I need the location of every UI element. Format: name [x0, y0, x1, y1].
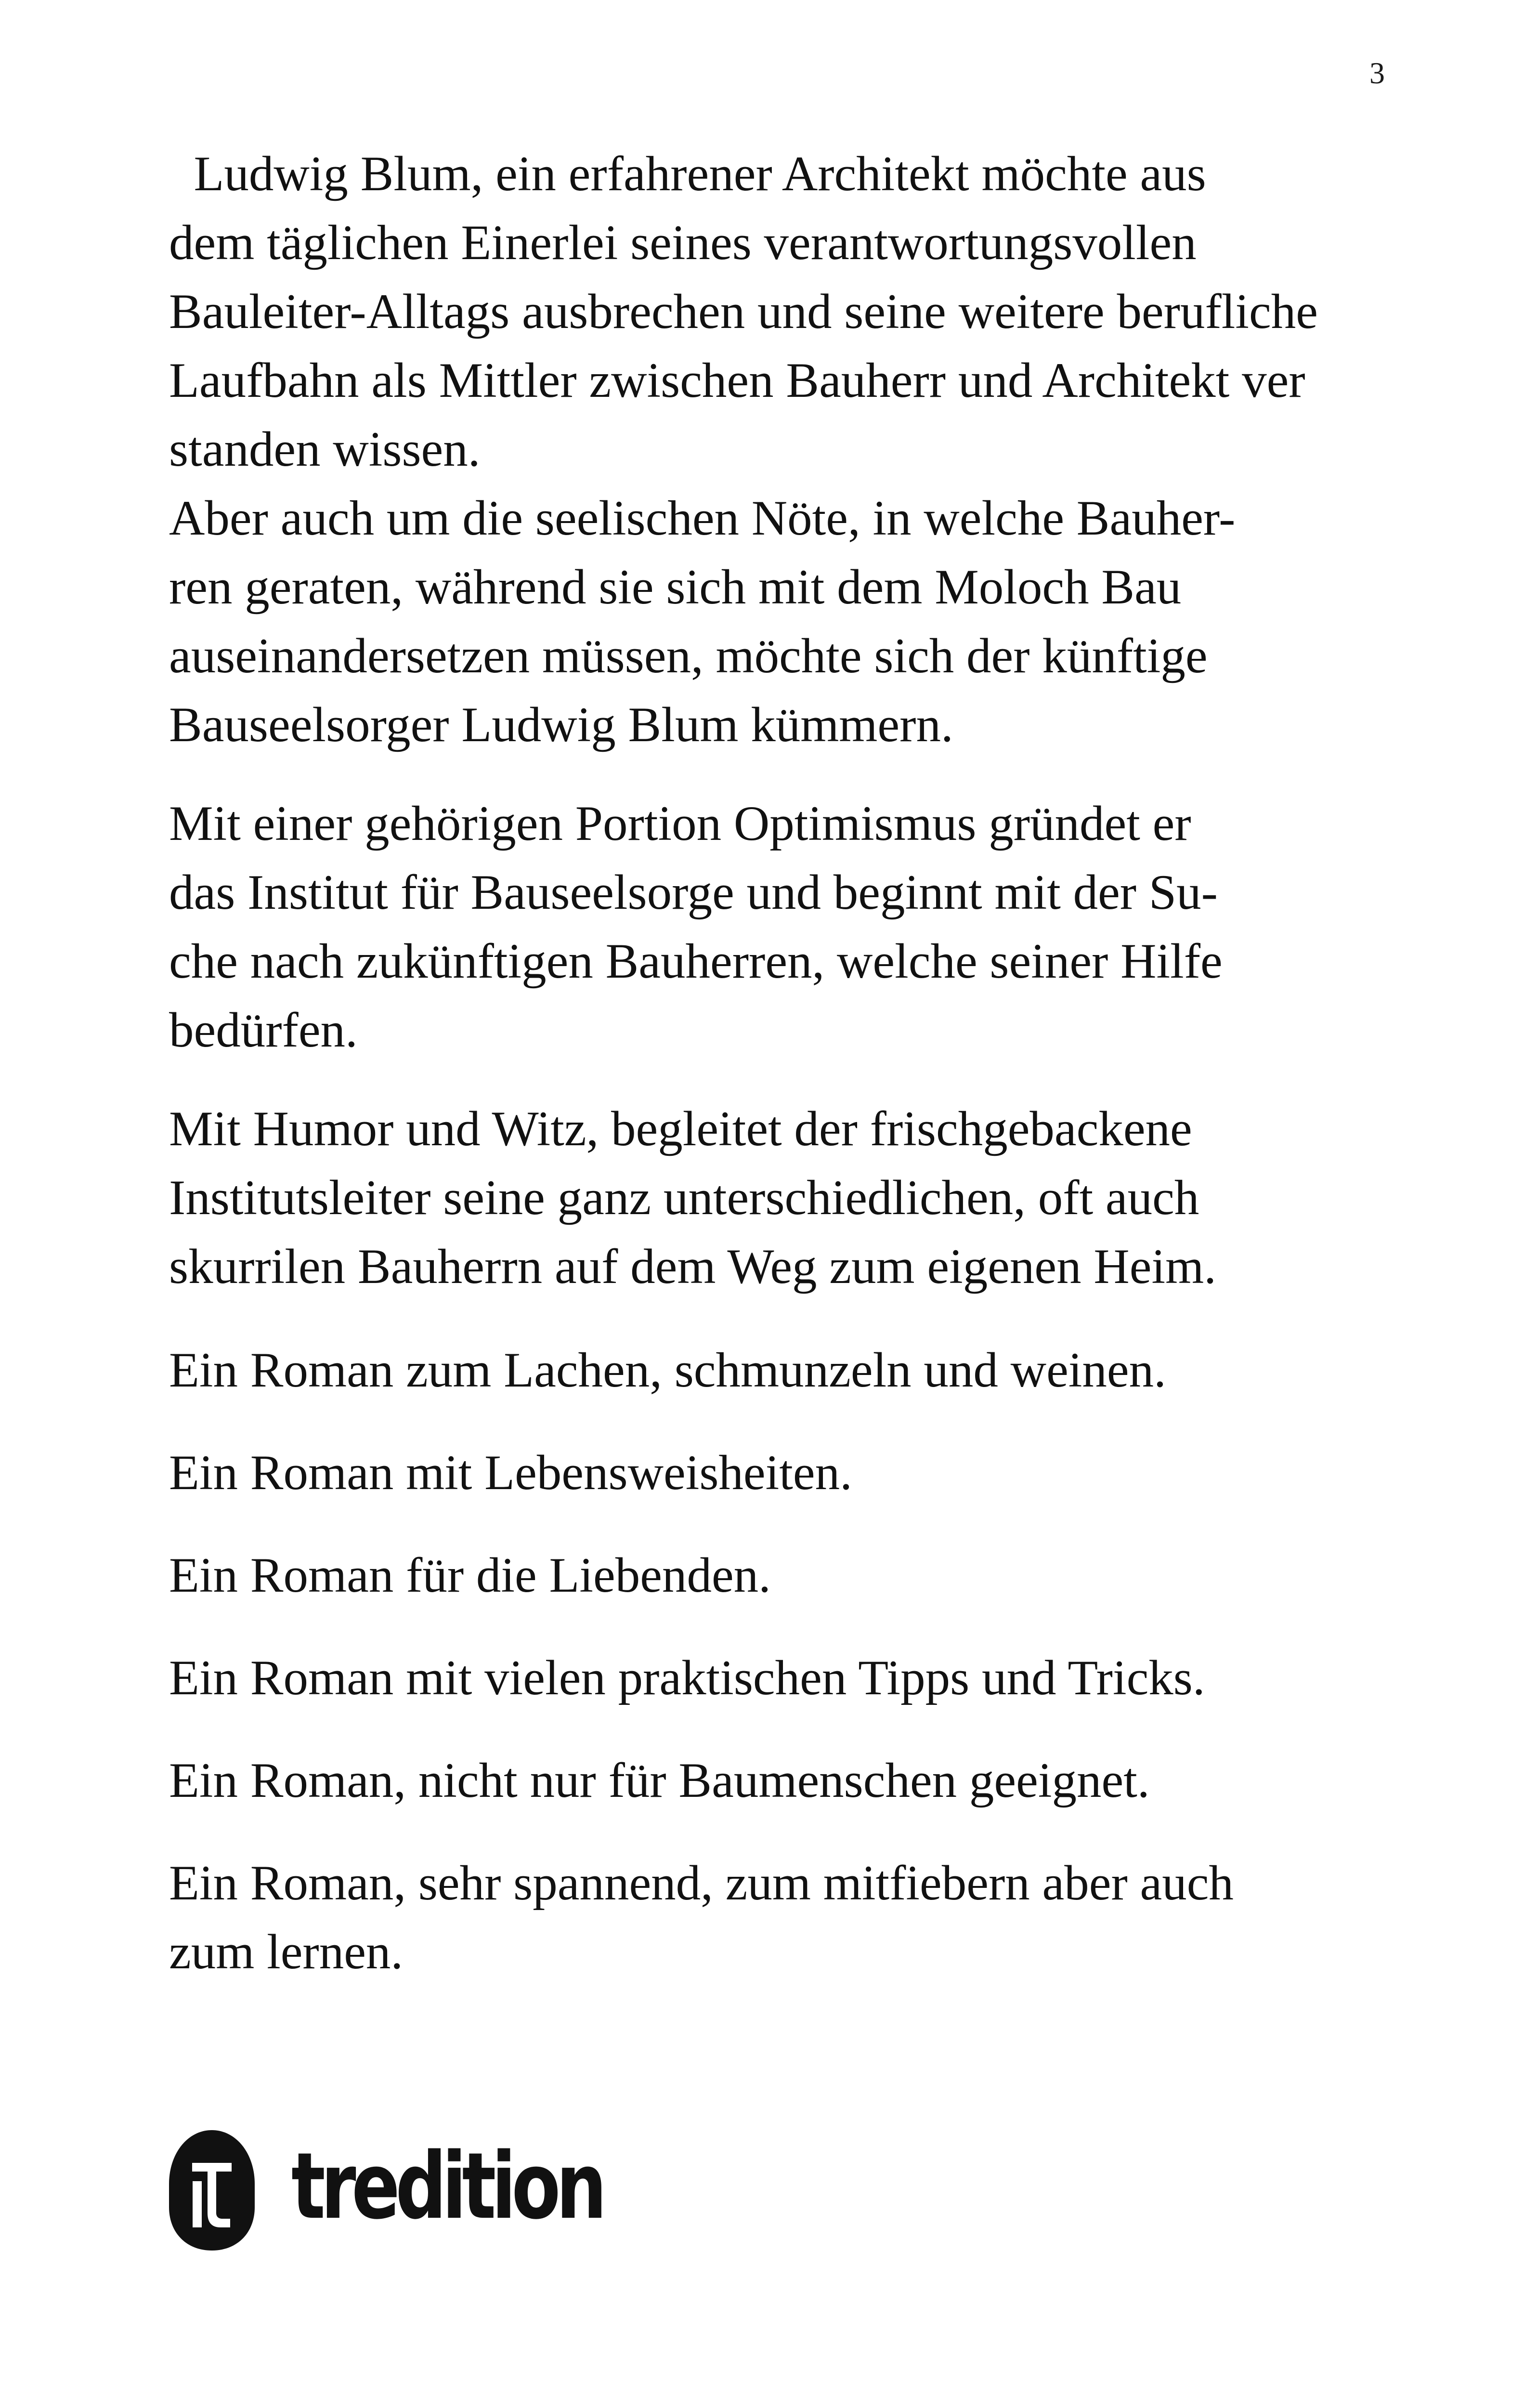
roman-line	[169, 1541, 1479, 1610]
roman-line	[169, 1746, 1479, 1815]
text-line: Ein Roman mit Lebensweisheiten.	[169, 1445, 852, 1500]
text-line: Laufbahn als Mittler zwischen Bauherr und Architekt ver	[169, 353, 1305, 408]
text-line: Bauseelsorger Ludwig Blum kümmern.	[169, 697, 953, 752]
institute-paragraph	[169, 789, 1479, 1065]
text-line: auseinandersetzen müssen, möchte sich der künftige	[169, 628, 1208, 683]
text-line: standen wissen.	[169, 422, 481, 477]
roman-line	[169, 1336, 1479, 1405]
roman-line	[169, 1644, 1479, 1713]
roman-line	[169, 1439, 1479, 1507]
publisher-name: tredition	[291, 2133, 603, 2239]
text-line: Ein Roman zum Lachen, schmunzeln und weinen.	[169, 1343, 1166, 1398]
text-line: Ein Roman, sehr spannend, zum mitfiebern aber auch	[169, 1856, 1234, 1911]
text-line: ren geraten, während sie sich mit dem Moloch Bau	[169, 560, 1182, 615]
closing-paragraph	[169, 1849, 1479, 1987]
text-line: Bauleiter-Alltags ausbrechen und seine weitere berufliche	[169, 284, 1318, 339]
text-line: che nach zukünftigen Bauherren, welche seiner Hilfe	[169, 934, 1223, 989]
text-line: Mit Humor und Witz, begleitet der frischgebackene	[169, 1101, 1192, 1156]
tredition-logo-icon	[169, 2130, 255, 2251]
humor-paragraph	[169, 1095, 1479, 1301]
text-line: Ein Roman mit vielen praktischen Tipps und Tricks.	[169, 1650, 1205, 1705]
page-number: 3	[1369, 56, 1385, 90]
text-line: Mit einer gehörigen Portion Optimismus gründet er	[169, 796, 1191, 851]
text-line: zum lernen.	[169, 1924, 404, 1979]
book-blurb	[169, 140, 1479, 1987]
text-line: Aber auch um die seelischen Nöte, in welche Bauher-	[169, 491, 1236, 546]
text-line: Ein Roman, nicht nur für Baumenschen geeignet.	[169, 1753, 1150, 1808]
text-line: Institutsleiter seine ganz unterschiedlichen, oft auch	[169, 1170, 1199, 1225]
text-line: skurrilen Bauherrn auf dem Weg zum eigenen Heim.	[169, 1239, 1216, 1294]
text-line: dem täglichen Einerlei seines verantwortungsvollen	[169, 215, 1197, 270]
text-line: bedürfen.	[169, 1003, 358, 1058]
text-line: das Institut für Bauseelsorge und beginnt mit der Su-	[169, 865, 1218, 920]
intro-paragraph	[169, 140, 1479, 759]
text-line: Ein Roman für die Liebenden.	[169, 1548, 771, 1603]
publisher-logo	[169, 2128, 690, 2253]
text-line: Ludwig Blum, ein erfahrener Architekt möchte aus	[169, 146, 1206, 201]
